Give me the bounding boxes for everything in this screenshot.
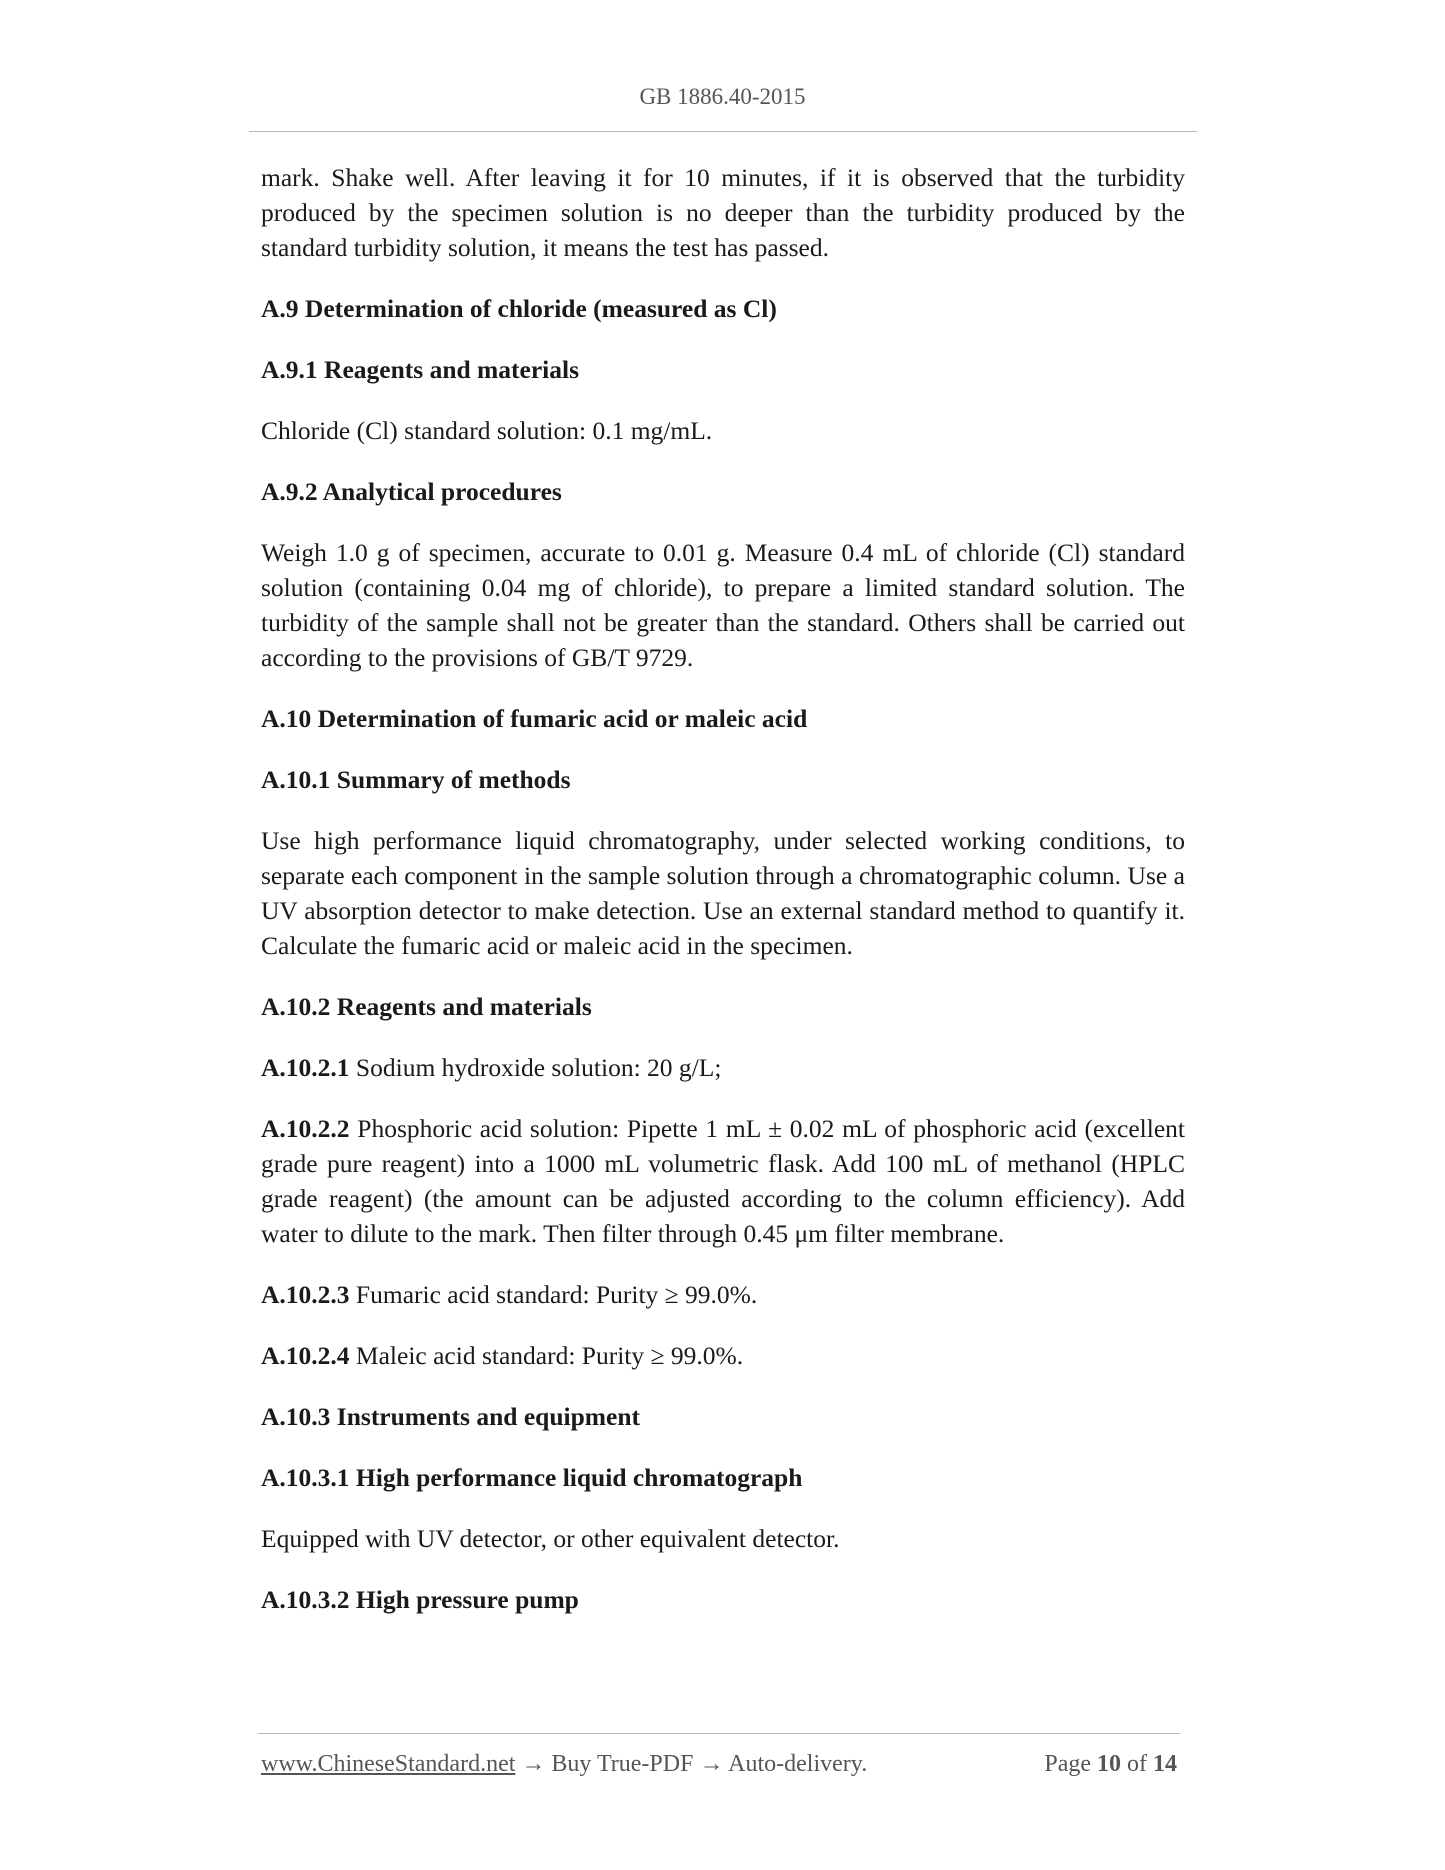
page-content [261,160,1185,1643]
heading-a9-1: A.9.1 Reagents and materials [261,355,580,384]
item-number: A.10.2.3 [261,1280,350,1309]
heading-a10-2: A.10.2 Reagents and materials [261,992,592,1021]
paragraph-a9-2: Weigh 1.0 g of specimen, accurate to 0.01 g. Measure 0.4 mL of chloride (Cl) standard solution (containing 0.04 mg of chloride), to prepare a limited standard solution. The turbidity of the sample shall not be greater than the standard. Others shall be carried out according to the provisions of GB/T 9729. [261,538,1185,672]
total-pages: 14 [1153,1751,1177,1777]
item-a10-2-1 [261,1050,1185,1085]
heading-a10: A.10 Determination of fumaric acid or maleic acid [261,704,808,733]
item-text: Sodium hydroxide solution: 20 g/L; [349,1053,722,1082]
footer-links [261,1751,867,1778]
heading-a10-1: A.10.1 Summary of methods [261,765,571,794]
item-a10-2-2 [261,1111,1185,1251]
item-text: Fumaric acid standard: Purity ≥ 99.0%. [349,1280,758,1309]
auto-delivery-text: Auto-delivery. [728,1751,868,1777]
heading-a9: A.9 Determination of chloride (measured as Cl) [261,294,777,323]
heading-a10-3-2: A.10.3.2 High pressure pump [261,1585,579,1614]
paragraph-a10-3-1: Equipped with UV detector, or other equivalent detector. [261,1524,840,1553]
of-label: of [1121,1751,1153,1777]
page-number [1044,1751,1177,1778]
buy-pdf-text: Buy True-PDF [551,1751,694,1777]
paragraph-a9-1: Chloride (Cl) standard solution: 0.1 mg/mL. [261,416,713,445]
footer-divider [258,1733,1180,1734]
continuation-paragraph: mark. Shake well. After leaving it for 10 minutes, if it is observed that the turbidity produced by the specimen solution is no deeper than the turbidity produced by the standard turbidity solution, it means the test has passed. [261,163,1185,262]
heading-a10-3-1: A.10.3.1 High performance liquid chromatograph [261,1463,803,1492]
item-text: Phosphoric acid solution: Pipette 1 mL ± 0.02 mL of phosphoric acid (excellent grade pure reagent) into a 1000 mL volumetric flask. Add 100 mL of methanol (HPLC grade reagent) (the amount can be adjusted according to the column efficiency). Add water to dilute to the mark. Then filter through 0.45 μm filter membrane. [261,1114,1185,1248]
item-text: Maleic acid standard: Purity ≥ 99.0%. [349,1341,744,1370]
site-link[interactable]: www.ChineseStandard.net [261,1751,516,1777]
heading-a10-3: A.10.3 Instruments and equipment [261,1402,641,1431]
arrow-right-icon: → [515,1751,552,1777]
item-number: A.10.2.2 [261,1114,350,1143]
item-number: A.10.2.1 [261,1053,350,1082]
page-label: Page [1044,1751,1097,1777]
arrow-right-icon: → [693,1751,729,1777]
item-a10-2-3 [261,1277,1185,1312]
document-header: GB 1886.40-2015 [639,84,806,109]
item-number: A.10.2.4 [261,1341,350,1370]
paragraph-a10-1: Use high performance liquid chromatography, under selected working conditions, to separate each component in the sample solution through a chromatographic column. Use a UV absorption detector to make detection. Use an external standard method to quantify it. Calculate the fumaric acid or maleic acid in the specimen. [261,826,1185,960]
item-a10-2-4 [261,1338,1185,1373]
heading-a9-2: A.9.2 Analytical procedures [261,477,562,506]
header-divider [249,131,1197,132]
current-page: 10 [1097,1751,1121,1777]
